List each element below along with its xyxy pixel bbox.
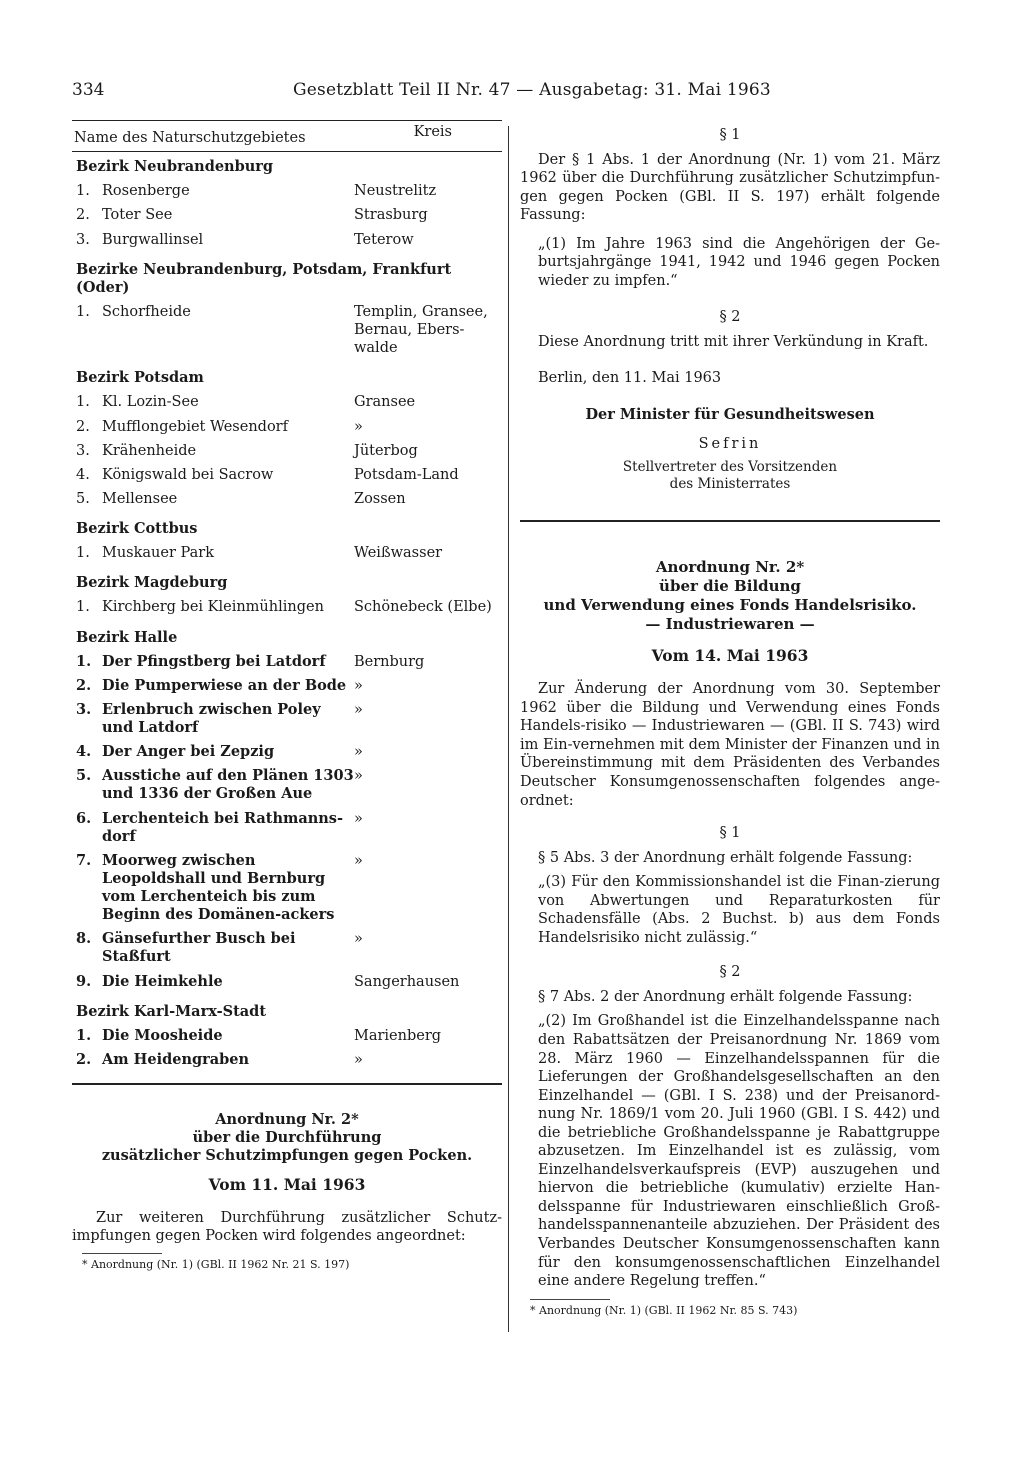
reserve-name: Erlenbruch zwischen Poley und Latdorf: [102, 700, 321, 736]
page-number: 334: [72, 80, 105, 100]
kreis-name: Jüterbog: [354, 442, 418, 459]
row-number: 2.: [76, 676, 92, 694]
table-row: [72, 701, 502, 737]
kreis-name: Gransee: [354, 394, 416, 411]
reserve-name: Die Moosheide: [102, 1026, 223, 1044]
row-number: 1.: [76, 599, 90, 616]
row-number: 1.: [76, 652, 92, 670]
row-number: 4.: [76, 466, 90, 483]
table-row: [72, 303, 502, 357]
nature-reserve-list: [72, 158, 502, 1069]
reserve-name: Toter See: [102, 207, 173, 224]
district-heading: Bezirk Halle: [76, 628, 178, 646]
section-divider: [72, 1083, 502, 1085]
section-2-text: Diese Anordnung tritt mit ihrer Verkündung in Kraft.: [538, 333, 929, 350]
district-heading: Bezirk Karl-Marx-Stadt: [76, 1002, 267, 1020]
order-title-3: zusätzlicher Schutzimpfungen gegen Pocken.: [101, 1147, 473, 1165]
kreis-name: Potsdam-Land: [354, 466, 459, 483]
col-kreis-header: Kreis: [413, 124, 452, 140]
reserve-name: Die Pumperwiese an der Bode: [102, 676, 347, 694]
table-row: [72, 810, 502, 846]
table-row: [72, 598, 502, 616]
section-1-heading: § 1: [719, 127, 741, 143]
table-row: [72, 206, 502, 224]
reserve-name: Mufflongebiet Wesendorf: [102, 418, 288, 435]
order-title-2: über die Durchführung: [192, 1129, 382, 1147]
reserve-name: Der Pfingstberg bei Latdorf: [102, 652, 326, 670]
order-title-4: — Industriewaren —: [645, 615, 815, 634]
row-number: 5.: [76, 767, 92, 785]
order-title-2: über die Bildung: [659, 576, 801, 595]
reserve-name: Kl. Lozin-See: [102, 394, 199, 411]
section-2-heading: § 2: [719, 964, 741, 981]
section-2-text: § 7 Abs. 2 der Anordnung erhält folgende Fassung:: [538, 988, 913, 1005]
row-number: 1.: [76, 1026, 92, 1044]
table-row: [72, 930, 502, 966]
table-row: [72, 743, 502, 761]
row-number: 1.: [76, 183, 90, 200]
kreis-name: Strasburg: [354, 207, 428, 224]
section-divider: [520, 520, 940, 522]
order-intro: Zur weiteren Durchführung zusätzlicher Schutz-impfungen gegen Pocken wird folgendes angeordnet:: [72, 1209, 502, 1244]
reserve-name: Mellensee: [102, 490, 178, 507]
right-column: [520, 120, 940, 1318]
kreis-name: Sangerhausen: [354, 973, 460, 990]
left-column: [72, 120, 502, 1272]
table-row: [72, 490, 502, 508]
table-row: [72, 1051, 502, 1069]
kreis-name: »: [354, 931, 363, 948]
signer-role-2: des Ministerrates: [669, 476, 791, 493]
table-header: [72, 121, 502, 151]
section-2-quote: „(2) Im Großhandel ist die Einzelhandelsspanne nach den Rabattsätzen der Preisanordnung Nr. 1869 vom 28. März 1960 — Einzelhandelsspannen für die Lieferungen der Großhandelsgesellschaften an den Einzelhandel — (GBl. I S. 238) und der Preisanord-nung Nr. 1869/1 vom 20. Juli 1960 (GBl. I S. 442) und die betriebliche Großhandelsspanne je Rabattgruppe abzusetzen. Im Einzelhandel ist es zulässig, vom Einzelhandelsverkaufspreis (EVP) auszugehen und hiervon die betriebliche (kumulativ) erzielte Han-delsspanne für Industriewaren einschließlich Groß-handelsspannenanteile abzuziehen. Der Präsident des Verbandes Deutscher Konsumgenossenschaften kann für den konsumgenossenschaftlichen Einzelhandel eine andere Regelung treffen.“: [538, 1013, 940, 1290]
reserve-name: Die Heimkehle: [102, 972, 223, 990]
footnote-rule: [82, 1253, 162, 1254]
kreis-name: »: [354, 744, 363, 761]
district-heading: Bezirk Magdeburg: [76, 574, 228, 592]
section-1-text: Der § 1 Abs. 1 der Anordnung (Nr. 1) vom 21. März 1962 über die Durchführung zusätzlicher Schutzimpfun-gen gegen Pocken (GBl. II S. 197) erhält folgende Fassung:: [520, 151, 940, 224]
section-2-heading: § 2: [719, 309, 741, 326]
kreis-name: Teterow: [354, 231, 414, 248]
kreis-name: »: [354, 677, 363, 694]
order-date: Vom 14. Mai 1963: [651, 646, 809, 666]
row-number: 1.: [76, 545, 90, 562]
reserve-name: Ausstiche auf den Plänen 1303 und 1336 der Großen Aue: [102, 767, 354, 803]
table-row: [72, 1027, 502, 1045]
district-group: [72, 158, 502, 249]
order-title-3: und Verwendung eines Fonds Handelsrisiko.: [543, 596, 917, 615]
footnote: * Anordnung (Nr. 1) (GBl. II 1962 Nr. 85 S. 743): [530, 1303, 798, 1317]
table-row: [72, 393, 502, 411]
reserve-name: Königswald bei Sacrow: [102, 466, 274, 483]
table-row: [72, 677, 502, 695]
row-number: 7.: [76, 851, 92, 869]
reserve-name: Schorfheide: [102, 303, 191, 320]
row-number: 2.: [76, 1050, 92, 1068]
kreis-name: Templin, Gransee, Bernau, Ebers-walde: [354, 303, 488, 357]
kreis-name: »: [354, 1051, 363, 1068]
district-group: [72, 520, 502, 562]
reserve-name: Burgwallinsel: [102, 231, 204, 248]
reserve-name: Rosenberge: [102, 183, 190, 200]
row-number: 9.: [76, 972, 92, 990]
district-heading: Bezirk Potsdam: [76, 369, 204, 387]
row-number: 4.: [76, 743, 92, 761]
district-heading: Bezirk Neubrandenburg: [76, 158, 274, 176]
row-number: 3.: [76, 231, 90, 248]
reserve-name: Lerchenteich bei Rathmanns-dorf: [102, 809, 343, 845]
place-date: Berlin, den 11. Mai 1963: [538, 370, 722, 387]
row-number: 2.: [76, 207, 90, 224]
row-number: 3.: [76, 442, 90, 459]
kreis-name: Neustrelitz: [354, 183, 437, 200]
order-title-1: Anordnung Nr. 2*: [655, 557, 805, 576]
table-row: [72, 442, 502, 460]
row-number: 1.: [76, 394, 90, 411]
reserve-name: Der Anger bei Zepzig: [102, 743, 275, 761]
district-group: [72, 369, 502, 508]
kreis-name: Marienberg: [354, 1027, 442, 1044]
signer-name: Sefrin: [698, 435, 762, 452]
kreis-name: »: [354, 418, 363, 435]
reserve-name: Moorweg zwischen Leopoldshall und Bernburg vom Lerchenteich bis zum Beginn des Domänen-ackers: [102, 851, 335, 924]
district-group: [72, 1003, 502, 1069]
district-group: [72, 629, 502, 991]
row-number: 3.: [76, 700, 92, 718]
row-number: 5.: [76, 490, 90, 507]
section-1-quote: „(1) Im Jahre 1963 sind die Angehörigen der Ge-burtsjahrgänge 1941, 1942 und 1946 gegen Pocken wieder zu impfen.“: [538, 235, 940, 289]
reserve-name: Gänsefurther Busch bei Staßfurt: [102, 930, 296, 966]
section-1-heading: § 1: [719, 825, 741, 842]
table-row: [72, 653, 502, 671]
order-intro: Zur Änderung der Anordnung vom 30. September 1962 über die Bildung und Verwendung eines Fonds Handels-risiko — Industriewaren — (GBl. II S. 743) wird im Ein-vernehmen mit dem Minister der Finanzen und in Übereinstimmung mit dem Präsidenten des Verbandes Deutscher Konsumgenossenschaften folgendes ange-ordnet:: [520, 681, 940, 809]
table-row: [72, 544, 502, 562]
col-name-header: Name des Naturschutzgebietes: [74, 130, 306, 146]
table-row: [72, 767, 502, 803]
table-row: [72, 973, 502, 991]
kreis-name: »: [354, 768, 363, 785]
district-group: [72, 574, 502, 616]
row-number: 8.: [76, 930, 92, 948]
row-number: 1.: [76, 303, 90, 320]
district-group: [72, 261, 502, 358]
table-row: [72, 182, 502, 200]
journal-header: Gesetzblatt Teil II Nr. 47 — Ausgabetag: 31. Mai 1963: [293, 80, 771, 100]
signer-role-1: Stellvertreter des Vorsitzenden: [622, 459, 838, 476]
table-row: [72, 466, 502, 484]
table-header-rule: [72, 151, 502, 152]
district-heading: Bezirk Cottbus: [76, 520, 198, 537]
table-row: [72, 852, 502, 925]
row-number: 6.: [76, 809, 92, 827]
order-date: Vom 11. Mai 1963: [208, 1175, 366, 1195]
district-heading: Bezirke Neubrandenburg, Potsdam, Frankfurt (Oder): [76, 260, 452, 296]
reserve-name: Krähenheide: [102, 442, 197, 459]
section-1-quote: „(3) Für den Kommissionshandel ist die Finan-zierung von Abwertungen und Reparaturkosten für Schadensfälle (Abs. 2 Buchst. b) aus dem Fonds Handelsrisiko nicht zulässig.“: [538, 874, 940, 946]
column-divider: [508, 126, 509, 1332]
table-row: [72, 231, 502, 249]
footnote: * Anordnung (Nr. 1) (GBl. II 1962 Nr. 21 S. 197): [82, 1258, 350, 1271]
reserve-name: Am Heidengraben: [102, 1050, 250, 1068]
kreis-name: Schönebeck (Elbe): [354, 599, 492, 616]
section-1-text: § 5 Abs. 3 der Anordnung erhält folgende Fassung:: [538, 849, 913, 866]
kreis-name: Zossen: [354, 490, 406, 507]
kreis-name: Weißwasser: [354, 545, 443, 562]
minister-title: Der Minister für Gesundheitswesen: [585, 406, 875, 424]
kreis-name: Bernburg: [354, 653, 425, 670]
row-number: 2.: [76, 418, 90, 435]
reserve-name: Muskauer Park: [102, 545, 214, 562]
table-row: [72, 418, 502, 436]
reserve-name: Kirchberg bei Kleinmühlingen: [102, 599, 324, 616]
kreis-name: »: [354, 852, 363, 869]
order-title-1: Anordnung Nr. 2*: [215, 1111, 359, 1128]
footnote-rule: [530, 1299, 610, 1300]
kreis-name: »: [354, 810, 363, 827]
kreis-name: »: [354, 701, 363, 718]
